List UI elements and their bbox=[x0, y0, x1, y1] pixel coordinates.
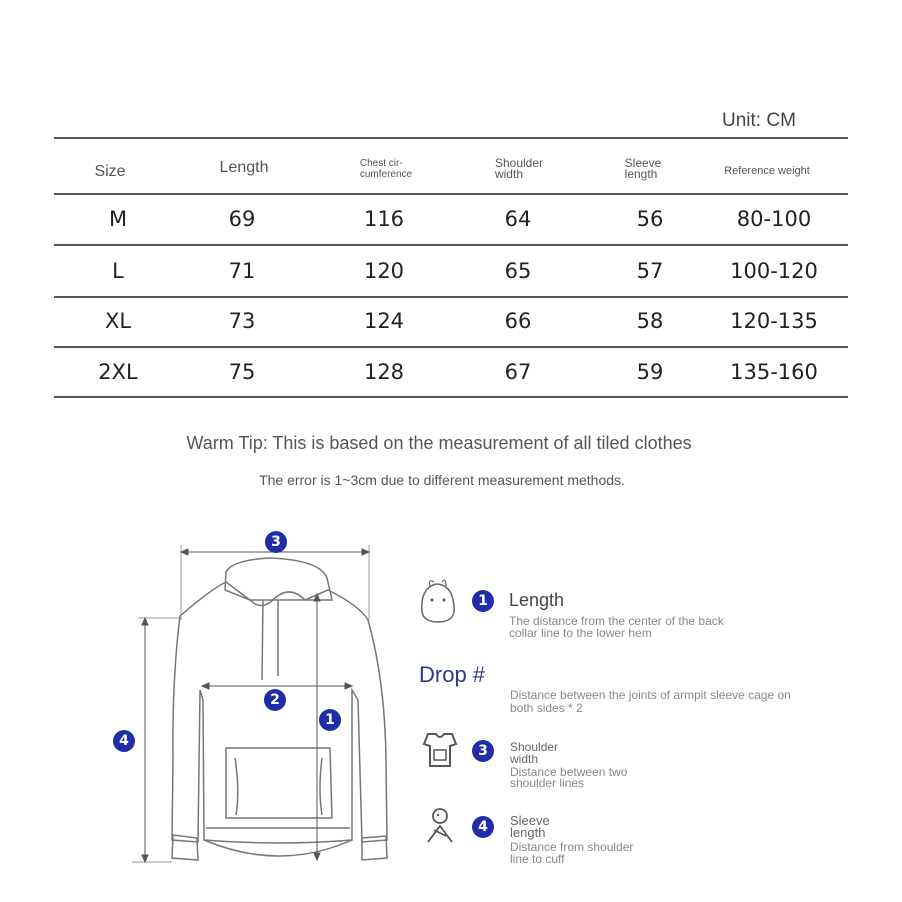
cell-weight: 100-120 bbox=[730, 259, 818, 283]
marker-chest-badge: 2 bbox=[264, 689, 286, 711]
legend-length-title: Length bbox=[509, 590, 565, 610]
header-chest-line2: cumference bbox=[359, 169, 413, 180]
cell-size: M bbox=[108, 207, 128, 231]
legend-sleeve-desc-2: line to cuff bbox=[510, 852, 565, 866]
cell-size: XL bbox=[104, 309, 132, 333]
cell-sleeve: 59 bbox=[636, 360, 664, 384]
header-weight: Reference weight bbox=[724, 165, 810, 177]
cell-length: 73 bbox=[228, 309, 256, 333]
legend-length-desc-2: collar line to the lower hem bbox=[509, 626, 652, 640]
cell-length: 71 bbox=[228, 259, 256, 283]
shirt-icon bbox=[420, 730, 460, 770]
legend-shoulder-desc-2: shoulder lines bbox=[510, 776, 585, 790]
legend-badge-3: 3 bbox=[472, 740, 494, 762]
legend-shoulder-desc-1: Distance between two bbox=[510, 765, 628, 779]
cell-sleeve: 58 bbox=[636, 309, 664, 333]
cell-shoulder: 66 bbox=[504, 309, 532, 333]
header-size: Size bbox=[94, 163, 126, 180]
cell-chest: 128 bbox=[363, 360, 405, 384]
marker-shoulder-badge: 3 bbox=[265, 531, 287, 553]
drop-label: Drop # bbox=[419, 662, 486, 687]
error-note: The error is 1~3cm due to different measurement methods. bbox=[259, 472, 625, 488]
legend-chest-desc-2: both sides * 2 bbox=[510, 701, 583, 715]
warm-tip: Warm Tip: This is based on the measurement of all tiled clothes bbox=[186, 433, 692, 453]
header-sleeve-line1: Sleeve bbox=[624, 156, 662, 170]
cell-weight: 120-135 bbox=[730, 309, 818, 333]
cell-chest: 116 bbox=[363, 207, 405, 231]
header-chest-line1: Chest cir- bbox=[359, 158, 403, 169]
header-length: Length bbox=[219, 159, 269, 176]
header-sleeve-line2: length bbox=[624, 167, 658, 181]
person-icon bbox=[424, 806, 460, 844]
marker-sleeve-badge: 4 bbox=[113, 730, 135, 752]
legend-badge-4: 4 bbox=[472, 816, 494, 838]
cell-sleeve: 57 bbox=[636, 259, 664, 283]
unit-label: Unit: CM bbox=[722, 110, 796, 131]
cell-size: L bbox=[112, 259, 124, 283]
cell-length: 75 bbox=[228, 360, 256, 384]
cell-length: 69 bbox=[228, 207, 256, 231]
cell-shoulder: 67 bbox=[504, 360, 532, 384]
mascot-icon bbox=[416, 576, 460, 626]
cell-chest: 124 bbox=[363, 309, 405, 333]
legend-sleeve-title-1: Sleeve bbox=[510, 813, 550, 828]
legend-shoulder-title-1: Shoulder bbox=[510, 740, 559, 754]
legend-chest-desc-1: Distance between the joints of armpit sleeve cage on bbox=[510, 688, 791, 702]
header-shoulder-line2: width bbox=[494, 167, 523, 181]
legend-sleeve-title-2: length bbox=[510, 825, 546, 840]
header-shoulder-line1: Shoulder bbox=[494, 156, 544, 170]
cell-size: 2XL bbox=[98, 360, 138, 384]
legend-sleeve-desc-1: Distance from shoulder bbox=[510, 840, 634, 854]
legend-shoulder-title-2: width bbox=[510, 752, 539, 766]
cell-weight: 135-160 bbox=[730, 360, 818, 384]
marker-length-badge: 1 bbox=[319, 709, 341, 731]
cell-sleeve: 56 bbox=[636, 207, 664, 231]
cell-shoulder: 64 bbox=[504, 207, 532, 231]
cell-shoulder: 65 bbox=[504, 259, 532, 283]
cell-chest: 120 bbox=[363, 259, 405, 283]
legend-badge-1: 1 bbox=[472, 590, 494, 612]
cell-weight: 80-100 bbox=[736, 207, 812, 231]
legend-length-desc-1: The distance from the center of the back bbox=[509, 614, 724, 628]
